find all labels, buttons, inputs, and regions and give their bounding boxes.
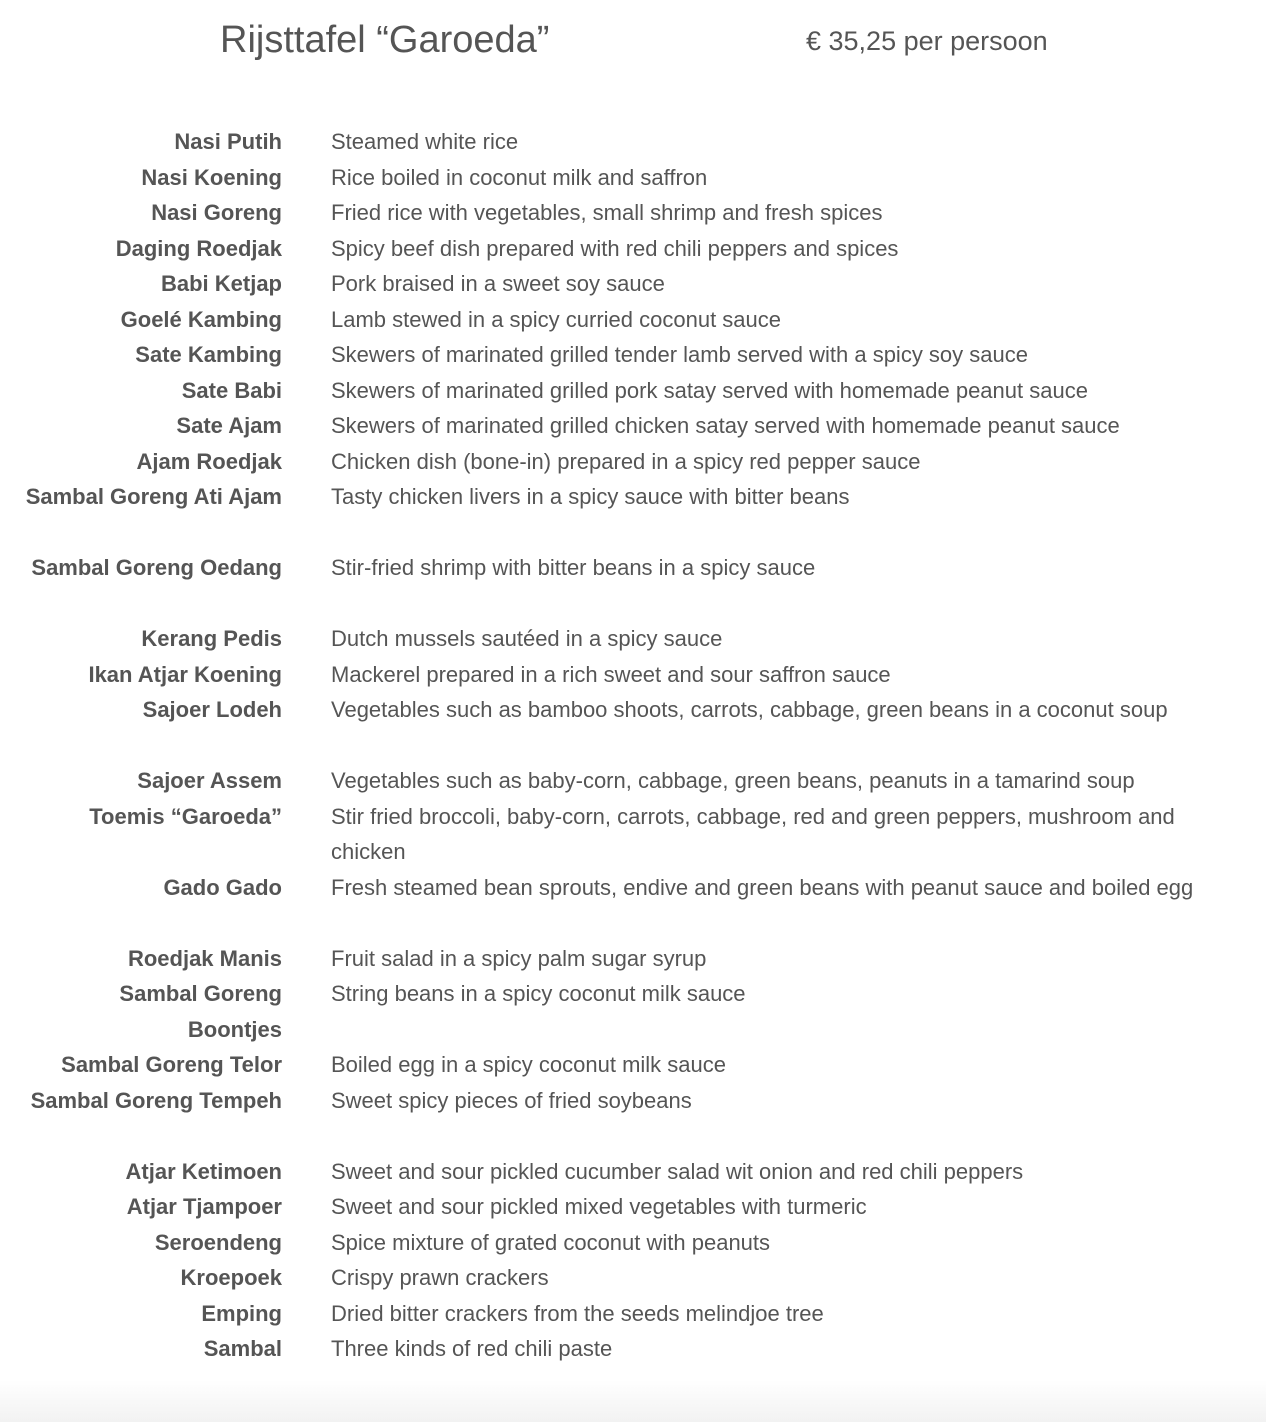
- dish-row: [0, 231, 1266, 267]
- dish-description: Skewers of marinated grilled pork satay served with homemade peanut sauce: [331, 377, 1088, 403]
- dish-name: Sambal: [203, 1336, 282, 1361]
- dish-description: Spice mixture of grated coconut with peanuts: [331, 1229, 771, 1255]
- dish-name: Sate Babi: [181, 377, 282, 403]
- dish-name: Sambal Goreng Telor: [61, 1052, 282, 1077]
- dish-row: [0, 1331, 1266, 1367]
- dish-description: Skewers of marinated grilled chicken satay served with homemade peanut sauce: [331, 413, 1120, 438]
- dish-name: Gado Gado: [163, 874, 282, 900]
- dish-description: Chicken dish (bone-in) prepared in a spicy red pepper sauce: [331, 448, 921, 474]
- dish-row: [0, 266, 1266, 302]
- dish-name: Ikan Atjar Koening: [88, 661, 282, 687]
- dish-description: String beans in a spicy coconut milk sauce: [331, 981, 746, 1006]
- dish-name: Nasi Koening: [141, 164, 282, 190]
- dish-row: [0, 1296, 1266, 1332]
- dish-list: [0, 124, 1266, 1367]
- dish-name: Kerang Pedis: [141, 626, 282, 651]
- dish-name: Sajoer Assem: [137, 768, 282, 793]
- dish-row: [0, 337, 1266, 373]
- dish-row: [0, 1047, 1266, 1083]
- dish-row: [0, 763, 1266, 799]
- dish-name: Kroepoek: [180, 1265, 282, 1290]
- dish-description: Sweet and sour pickled cucumber salad wit onion and red chili peppers: [331, 1158, 1024, 1184]
- dish-row: [0, 976, 1266, 1047]
- dish-description: Vegetables such as bamboo shoots, carrots, cabbage, green beans in a coconut soup: [331, 697, 1168, 722]
- dish-description: Fresh steamed bean sprouts, endive and green beans with peanut sauce and boiled egg: [331, 874, 1194, 900]
- dish-name: Sate Ajam: [176, 413, 282, 438]
- dish-row: [0, 1260, 1266, 1296]
- dish-description: Dried bitter crackers from the seeds melindjoe tree: [331, 1300, 824, 1326]
- dish-name: Atjar Ketimoen: [125, 1158, 282, 1184]
- dish-description: Dutch mussels sautéed in a spicy sauce: [331, 626, 723, 651]
- dish-name: Sate Kambing: [135, 342, 282, 367]
- dish-description: Stir fried broccoli, baby-corn, carrots, cabbage, red and green peppers, mushroom and chicken: [331, 803, 1175, 864]
- dish-description: Fried rice with vegetables, small shrimp and fresh spices: [331, 200, 883, 225]
- dish-row: [0, 550, 1266, 621]
- dish-description: Sweet and sour pickled mixed vegetables with turmeric: [331, 1194, 867, 1219]
- dish-description: Tasty chicken livers in a spicy sauce with bitter beans: [331, 484, 850, 509]
- dish-name: Seroendeng: [154, 1229, 282, 1255]
- dish-description: Vegetables such as baby-corn, cabbage, green beans, peanuts in a tamarind soup: [331, 768, 1135, 793]
- dish-row: [0, 479, 1266, 550]
- dish-name: Ajam Roedjak: [136, 448, 282, 474]
- dish-name: Babi Ketjap: [160, 271, 282, 296]
- dish-row: [0, 1189, 1266, 1225]
- dish-row: [0, 941, 1266, 977]
- dish-name: Toemis “Garoeda”: [89, 803, 282, 829]
- dish-row: [0, 621, 1266, 657]
- dish-row: [0, 408, 1266, 444]
- dish-name: Daging Roedjak: [115, 235, 282, 261]
- dish-description: Fruit salad in a spicy palm sugar syrup: [331, 945, 707, 971]
- dish-row: [0, 195, 1266, 231]
- dish-row: [0, 870, 1266, 941]
- dish-description: Lamb stewed in a spicy curried coconut sauce: [331, 306, 782, 332]
- menu-price: € 35,25 per persoon: [806, 26, 1048, 56]
- dish-row: [0, 799, 1266, 870]
- dish-description: Spicy beef dish prepared with red chili peppers and spices: [331, 235, 899, 261]
- dish-name: Atjar Tjampoer: [126, 1194, 282, 1219]
- dish-row: [0, 302, 1266, 338]
- dish-name: Emping: [201, 1300, 282, 1326]
- dish-name: Sambal Goreng Boontjes: [119, 981, 282, 1042]
- dish-description: Boiled egg in a spicy coconut milk sauce: [331, 1052, 726, 1077]
- dish-row: [0, 444, 1266, 480]
- dish-description: Pork braised in a sweet soy sauce: [331, 271, 665, 296]
- dish-description: Three kinds of red chili paste: [331, 1336, 613, 1361]
- dish-description: Sweet spicy pieces of fried soybeans: [331, 1087, 692, 1113]
- dish-description: Stir-fried shrimp with bitter beans in a spicy sauce: [331, 555, 816, 580]
- dish-name: Nasi Putih: [174, 129, 282, 154]
- dish-row: [0, 160, 1266, 196]
- dish-name: Goelé Kambing: [120, 306, 282, 332]
- dish-row: [0, 1154, 1266, 1190]
- dish-row: [0, 1225, 1266, 1261]
- dish-row: [0, 692, 1266, 763]
- dish-description: Rice boiled in coconut milk and saffron: [331, 164, 708, 190]
- dish-name: Sambal Goreng Oedang: [31, 555, 282, 580]
- dish-name: Nasi Goreng: [151, 200, 282, 225]
- dish-row: [0, 373, 1266, 409]
- dish-name: Sambal Goreng Tempeh: [30, 1087, 282, 1113]
- dish-row: [0, 1083, 1266, 1154]
- dish-description: Skewers of marinated grilled tender lamb served with a spicy soy sauce: [331, 342, 1028, 367]
- dish-name: Roedjak Manis: [127, 945, 282, 971]
- dish-row: [0, 124, 1266, 160]
- dish-description: Mackerel prepared in a rich sweet and sour saffron sauce: [331, 661, 891, 687]
- dish-description: Steamed white rice: [331, 129, 519, 154]
- dish-description: Crispy prawn crackers: [331, 1265, 549, 1290]
- dish-row: [0, 657, 1266, 693]
- dish-name: Sambal Goreng Ati Ajam: [25, 484, 282, 509]
- menu-title: Rijsttafel “Garoeda”: [220, 19, 550, 61]
- dish-name: Sajoer Lodeh: [142, 697, 282, 722]
